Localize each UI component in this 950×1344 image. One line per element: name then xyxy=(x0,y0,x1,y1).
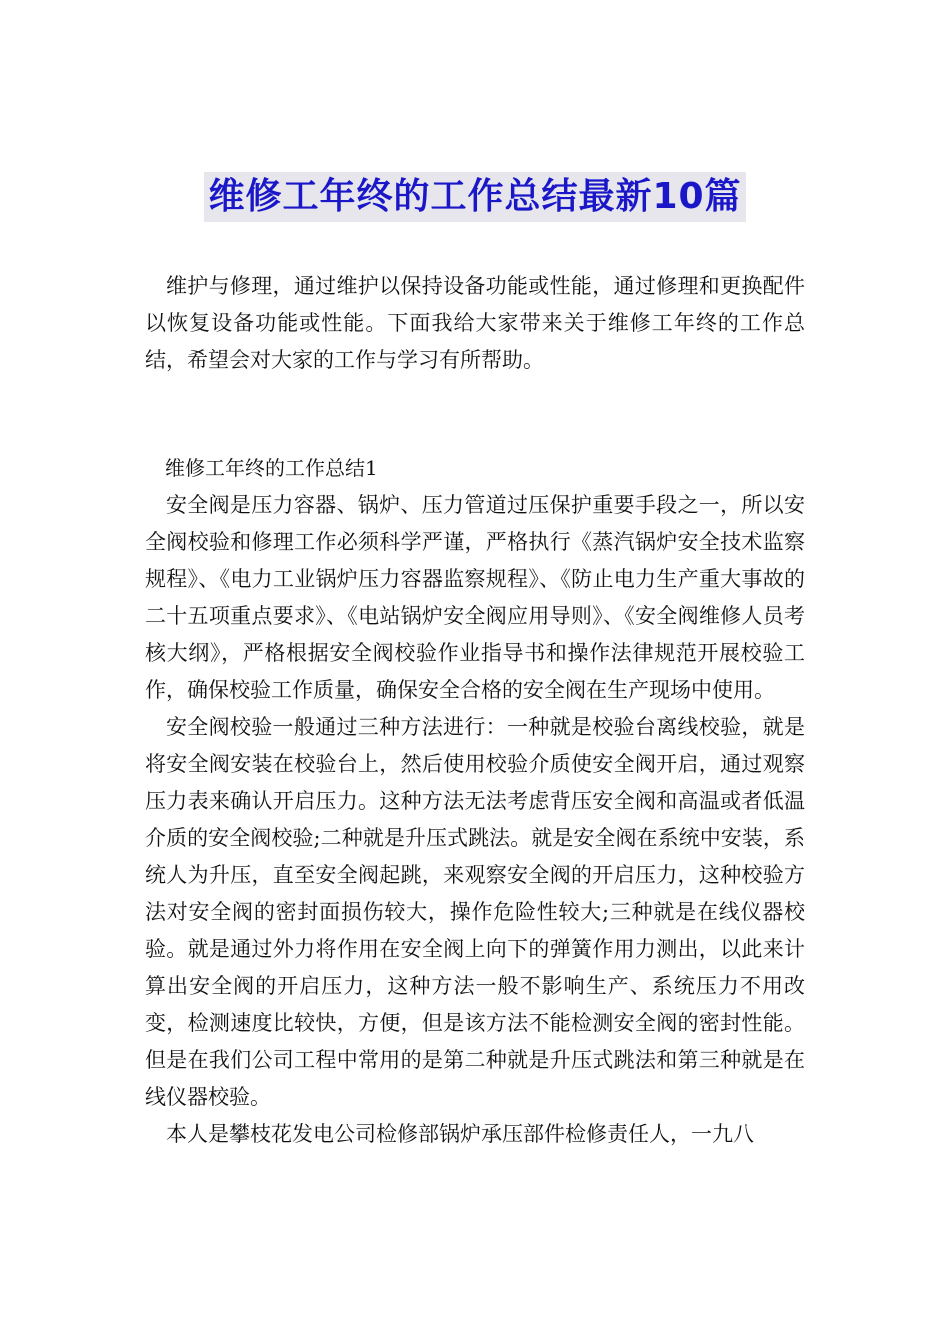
section-content xyxy=(145,487,805,1153)
title-container xyxy=(0,172,950,222)
body-paragraph: 本人是攀枝花发电公司检修部锅炉承压部件检修责任人，一九八 xyxy=(166,1122,754,1146)
body-paragraph: 安全阀校验一般通过三种方法进行：一种就是校验台离线校验，就是将安全阀安装在校验台上，然后使用校验介质使安全阀开启，通过观察压力表来确认开启压力。这种方法无法考虑背压安全阀和高温或者低温介质的安全阀校验;二种就是升压式跳法。就是安全阀在系统中安装，系统人为升压，直至安全阀起跳，来观察安全阀的开启压力，这种校验方法对安全阀的密封面损伤较大，操作危险性较大;三种就是在线仪器校验。就是通过外力将作用在安全阀上向下的弹簧作用力测出，以此来计算出安全阀的开启压力，这种方法一般不影响生产、系统压力不用改变，检测速度比较快，方便，但是该方法不能检测安全阀的密封性能。但是在我们公司工程中常用的是第二种就是升压式跳法和第三种就是在线仪器校验。 xyxy=(145,715,805,1109)
section-heading: 维修工年终的工作总结1 xyxy=(165,456,378,480)
document-title: 维修工年终的工作总结最新10篇 xyxy=(204,172,745,222)
intro-paragraph: 维护与修理，通过维护以保持设备功能或性能，通过修理和更换配件以恢复设备功能或性能。下面我给大家带来关于维修工年终的工作总结，希望会对大家的工作与学习有所帮助。 xyxy=(145,274,805,372)
body-paragraph: 安全阀是压力容器、锅炉、压力管道过压保护重要手段之一，所以安全阀校验和修理工作必须科学严谨，严格执行《蒸汽锅炉安全技术监察规程》、《电力工业锅炉压力容器监察规程》、《防止电力生产重大事故的二十五项重点要求》、《电站锅炉安全阀应用导则》、《安全阀维修人员考核大纲》，严格根据安全阀校验作业指导书和操作法律规范开展校验工作，确保校验工作质量，确保安全合格的安全阀在生产现场中使用。 xyxy=(145,493,805,702)
